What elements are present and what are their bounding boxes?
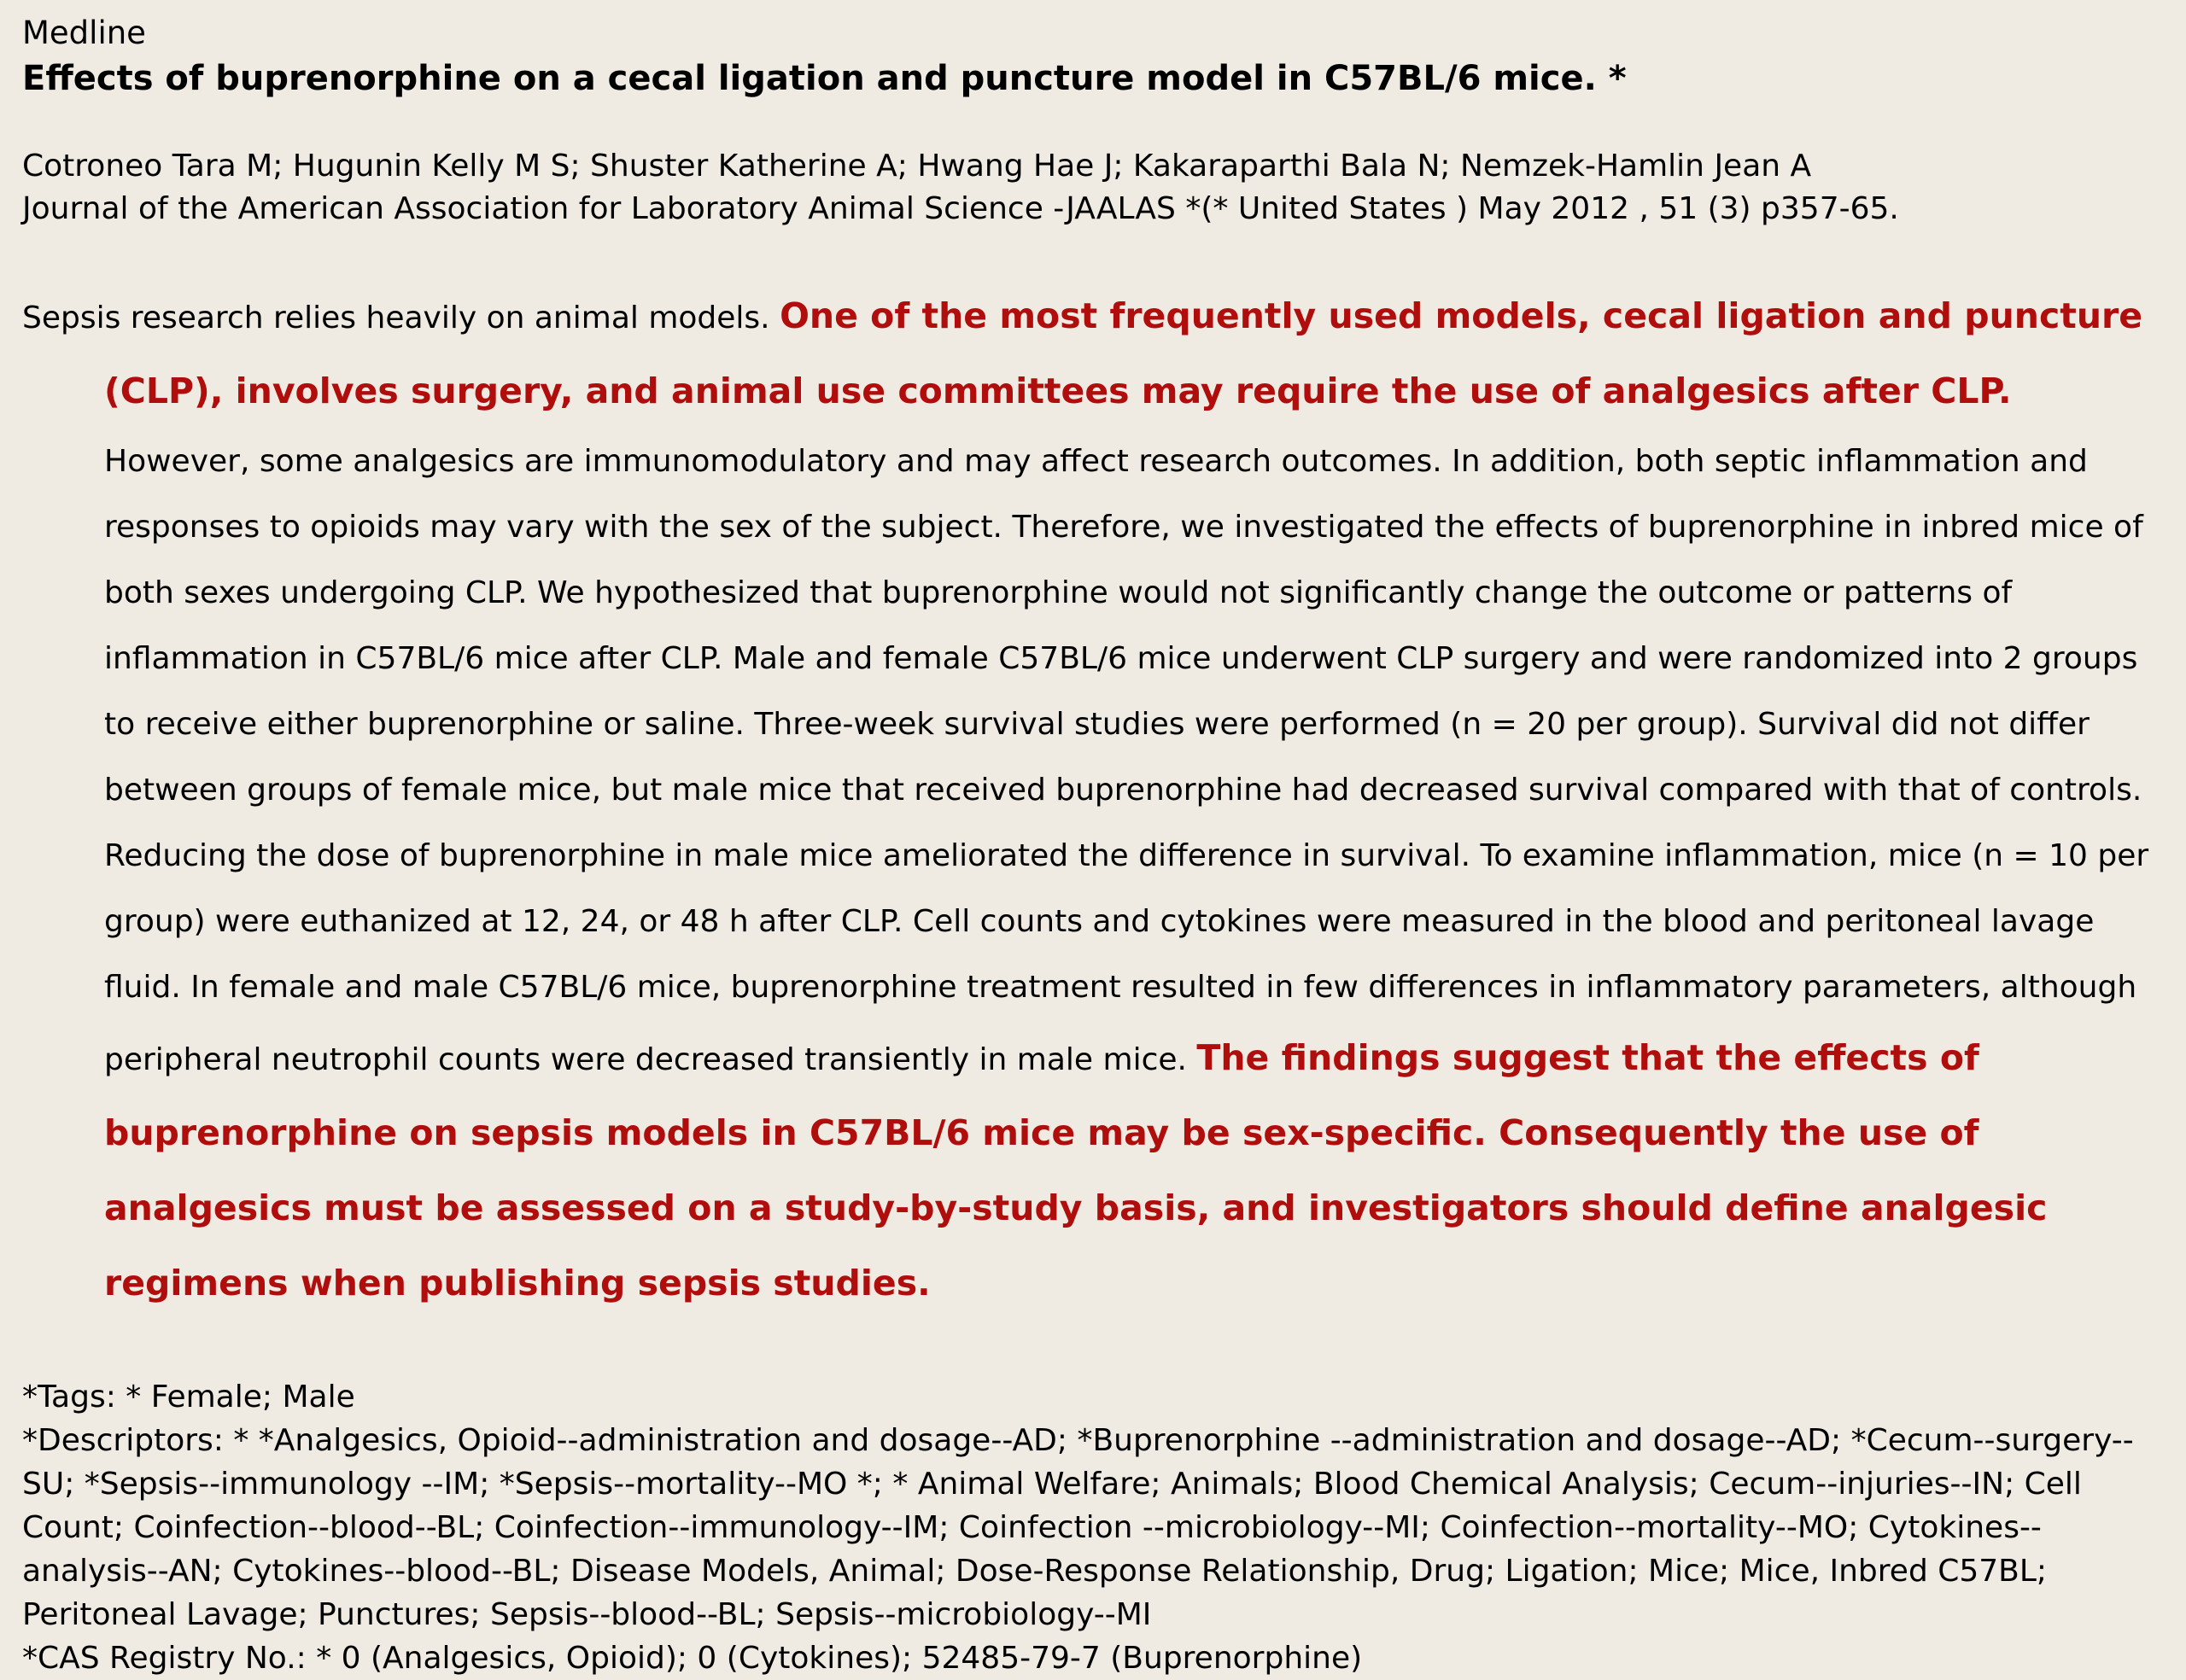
article-title: Effects of buprenorphine on a cecal ligation and puncture model in C57BL/6 mice. * bbox=[22, 59, 1627, 98]
cas-registry-line: *CAS Registry No.: * 0 (Analgesics, Opioid); 0 (Cytokines); 52485-79-7 (Buprenorphine) bbox=[22, 1641, 1363, 1676]
abstract-highlight: One of the most frequently used models, cecal ligation and puncture (CLP), involves surgery, and animal use committees may require the use of analgesics after CLP. bbox=[104, 295, 2143, 411]
abstract-text: Sepsis research relies heavily on animal models. bbox=[22, 300, 780, 335]
abstract-highlight: The findings suggest that the effects of buprenorphine on sepsis models in C57BL/6 mice may be sex-specific. Consequently the use of analgesics must be assessed on a study-by-study basis, and investigators should define analgesic regimens when publishing sepsis studies. bbox=[104, 1037, 2048, 1304]
abstract-text: However, some analgesics are immunomodulatory and may affect research outcomes. In addition, both septic inflammation and responses to opioids may vary with the sex of the subject. Therefore, we investigated the effects of buprenorphine in inbred mice of both sexes undergoing CLP. We hypothesized that buprenorphine would not significantly change the outcome or patterns of inflammation in C57BL/6 mice after CLP. Male and female C57BL/6 mice underwent CLP surgery and were randomized into 2 groups to receive either buprenorphine or saline. Three-week survival studies were performed (n = 20 per group). Survival did not differ between groups of female mice, but male mice that received buprenorphine had decreased survival compared with that of controls. Reducing the dose of buprenorphine in male mice ameliorated the difference in survival. To examine inflammation, mice (n = 10 per group) were euthanized at 12, 24, or 48 h after CLP. Cell counts and cytokines were measured in the blood and peritoneal lavage fluid. In female and male C57BL/6 mice, buprenorphine treatment resulted in few differences in inflammatory parameters, although peripheral neutrophil counts were decreased transiently in male mice. bbox=[104, 444, 2149, 1077]
author-list: Cotroneo Tara M; Hugunin Kelly M S; Shuster Katherine A; Hwang Hae J; Kakaraparthi Bala N; Nemzek-Hamlin Jean A bbox=[22, 149, 1812, 184]
journal-citation: Journal of the American Association for Laboratory Animal Science -JAALAS *(* United States ) May 2012 , 51 (3) p357-65. bbox=[22, 191, 1899, 226]
database-source: Medline bbox=[22, 15, 146, 51]
tags-line: *Tags: * Female; Male bbox=[22, 1380, 355, 1415]
citation-record bbox=[22, 12, 2166, 1680]
metadata-section bbox=[22, 1375, 2166, 1680]
descriptors-line: *Descriptors: * *Analgesics, Opioid--administration and dosage--AD; *Buprenorphine --administration and dosage--AD; *Cecum--surgery--SU; *Sepsis--immunology --IM; *Sepsis--mortality--MO *; * Animal Welfare; Animals; Blood Chemical Analysis; Cecum--injuries--IN; Cell Count; Coinfection--blood--BL; Coinfection--immunology--IM; Coinfection --microbiology--MI; Coinfection--mortality--MO; Cytokines--analysis--AN; Cytokines--blood--BL; Disease Models, Animal; Dose-Response Relationship, Drug; Ligation; Mice; Mice, Inbred C57BL; Peritoneal Lavage; Punctures; Sepsis--blood--BL; Sepsis--microbiology--MI bbox=[22, 1423, 2134, 1632]
abstract bbox=[22, 278, 2166, 1321]
